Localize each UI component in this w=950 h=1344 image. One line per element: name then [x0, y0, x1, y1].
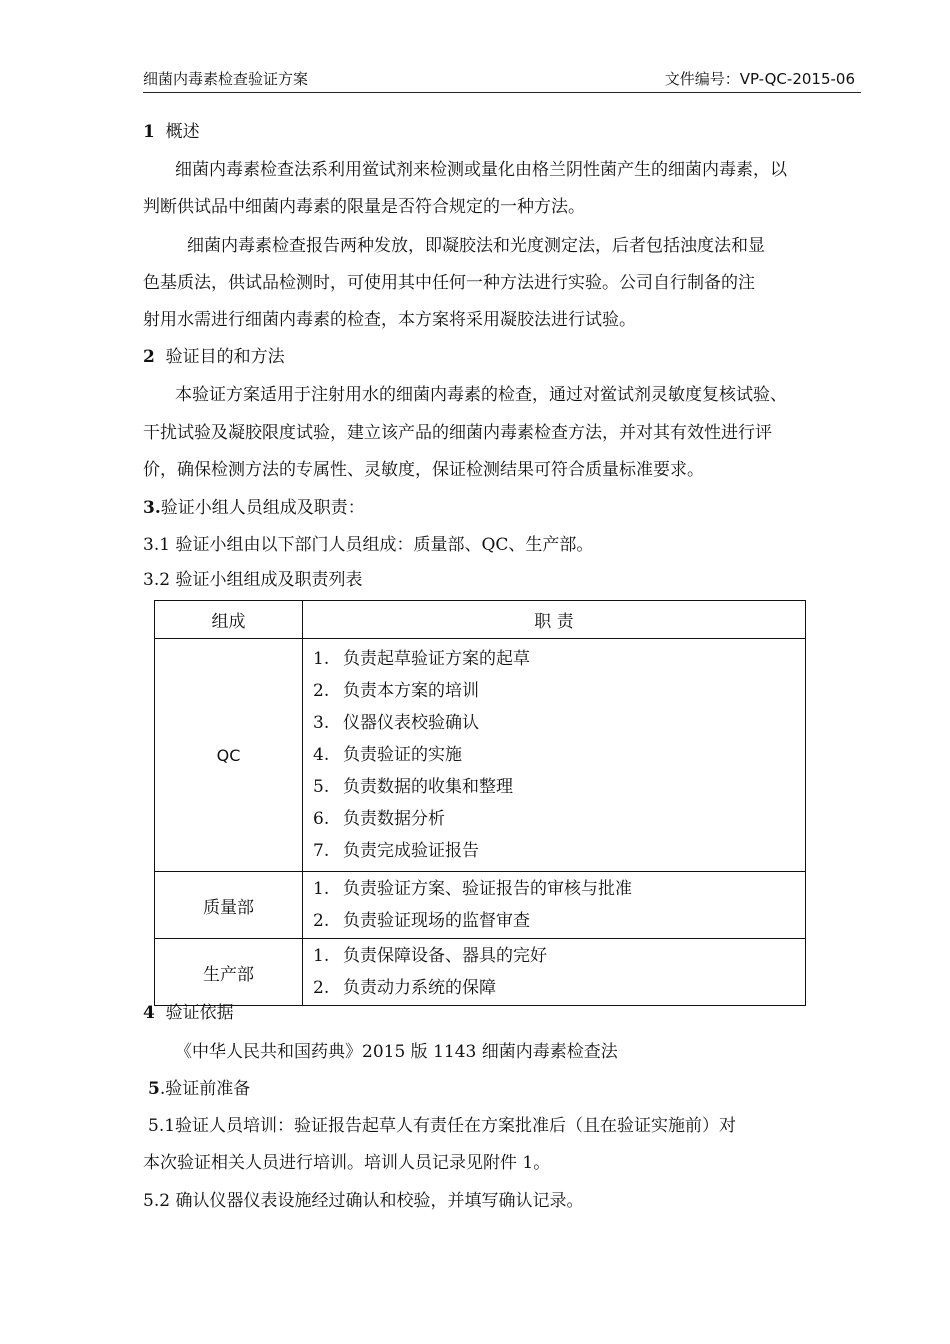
section-5-heading: [148, 1078, 250, 1100]
duty-table: [154, 600, 806, 1006]
item-number: 3.: [313, 713, 330, 733]
paragraph-line: 细菌内毒素检查报告两种发放，即凝胶法和光度测定法，后者包括浊度法和显: [187, 236, 765, 256]
item-text: 负责数据的收集和整理: [343, 777, 513, 797]
group-cell: 生产部: [155, 939, 303, 1006]
item-text: 负责验证方案、验证报告的审核与批准: [343, 879, 632, 899]
section-4-heading: [143, 1002, 234, 1024]
subsection-5-1-cont: 本次验证相关人员进行培训。培训人员记录见附件 1。: [143, 1153, 551, 1173]
section-1-number: 1: [143, 122, 155, 142]
document-title: 细菌内毒素检查验证方案: [143, 70, 309, 88]
section-3-heading: [143, 497, 365, 519]
paragraph-line: 本验证方案适用于注射用水的细菌内毒素的检查，通过对鲎试剂灵敏度复核试验、: [175, 385, 787, 405]
paragraph-line: 干扰试验及凝胶限度试验，建立该产品的细菌内毒素检查方法，并对其有效性进行评: [143, 423, 772, 443]
item-number: 2.: [313, 911, 330, 931]
paragraph-line: 色基质法，供试品检测时，可使用其中任何一种方法进行实验。公司自行制备的注: [143, 273, 755, 293]
subsection-3-2: 3.2 验证小组组成及职责列表: [143, 570, 363, 590]
item-number: 5.: [313, 777, 330, 797]
section-1-heading: [143, 121, 200, 143]
table-header-duty: 职 责: [303, 601, 806, 639]
item-number: 2.: [313, 978, 330, 998]
subsection-5-2: 5.2 确认仪器仪表设施经过确认和校验，并填写确认记录。: [143, 1191, 584, 1211]
table-header-group: 组成: [155, 601, 303, 639]
table-header-row: [155, 601, 806, 639]
item-number: 1.: [313, 879, 330, 899]
table-row: [155, 872, 806, 939]
item-number: 1.: [313, 649, 330, 669]
item-text: 负责验证的实施: [343, 745, 462, 765]
item-text: 负责本方案的培训: [343, 681, 479, 701]
duty-item: [313, 643, 805, 675]
duty-list: [303, 639, 806, 872]
item-number: 1.: [313, 946, 330, 966]
item-text: 负责完成验证报告: [343, 841, 479, 861]
group-cell: 质量部: [155, 872, 303, 939]
item-number: 7.: [313, 841, 330, 861]
document-number: 文件编号：VP-QC-2015-06: [664, 70, 855, 88]
duty-list: [303, 939, 806, 1006]
duty-item: [313, 835, 805, 867]
section-1-title: 概述: [165, 122, 200, 142]
section-3-title: 验证小组人员组成及职责：: [160, 498, 365, 518]
table-row: [155, 939, 806, 1006]
reference-line: 《中华人民共和国药典》2015 版 1143 细菌内毒素检查法: [175, 1042, 618, 1062]
subsection-3-1: 3.1 验证小组由以下部门人员组成：质量部、QC、生产部。: [143, 535, 594, 555]
item-text: 负责起草验证方案的起草: [343, 649, 530, 669]
section-2-number: 2: [143, 347, 155, 367]
section-2-heading: [143, 346, 285, 368]
subsection-5-1: 5.1验证人员培训：验证报告起草人有责任在方案批准后（且在验证实施前）对: [148, 1116, 737, 1136]
duty-item: [313, 940, 805, 972]
paragraph-line: 细菌内毒素检查法系利用鲎试剂来检测或量化由格兰阴性菌产生的细菌内毒素，以: [175, 160, 787, 180]
section-5-number: 5: [148, 1079, 160, 1099]
duty-item: [313, 739, 805, 771]
item-number: 2.: [313, 681, 330, 701]
section-3-number: 3.: [143, 498, 161, 518]
item-text: 负责验证现场的监督审查: [343, 911, 530, 931]
table-row: [155, 639, 806, 872]
duty-item: [313, 873, 805, 905]
item-number: 4.: [313, 745, 330, 765]
item-text: 负责数据分析: [343, 809, 445, 829]
item-text: 仪器仪表校验确认: [343, 713, 479, 733]
section-2-title: 验证目的和方法: [165, 347, 285, 367]
paragraph-line: 价，确保检测方法的专属性、灵敏度，保证检测结果可符合质量标准要求。: [143, 460, 704, 480]
paragraph-line: 射用水需进行细菌内毒素的检查，本方案将采用凝胶法进行试验。: [143, 310, 636, 330]
duty-item: [313, 803, 805, 835]
item-text: 负责动力系统的保障: [343, 978, 496, 998]
item-text: 负责保障设备、器具的完好: [343, 946, 547, 966]
section-5-title: .验证前准备: [159, 1079, 251, 1099]
item-number: 6.: [313, 809, 330, 829]
paragraph-line: 判断供试品中细菌内毒素的限量是否符合规定的一种方法。: [143, 197, 585, 217]
page-header: [143, 64, 861, 93]
duty-item: [313, 905, 805, 937]
section-4-number: 4: [143, 1003, 155, 1023]
duty-item: [313, 771, 805, 803]
group-cell: QC: [155, 639, 303, 872]
duty-item: [313, 675, 805, 707]
duty-item: [313, 707, 805, 739]
duty-list: [303, 872, 806, 939]
duty-item: [313, 972, 805, 1004]
section-4-title: 验证依据: [165, 1003, 234, 1023]
